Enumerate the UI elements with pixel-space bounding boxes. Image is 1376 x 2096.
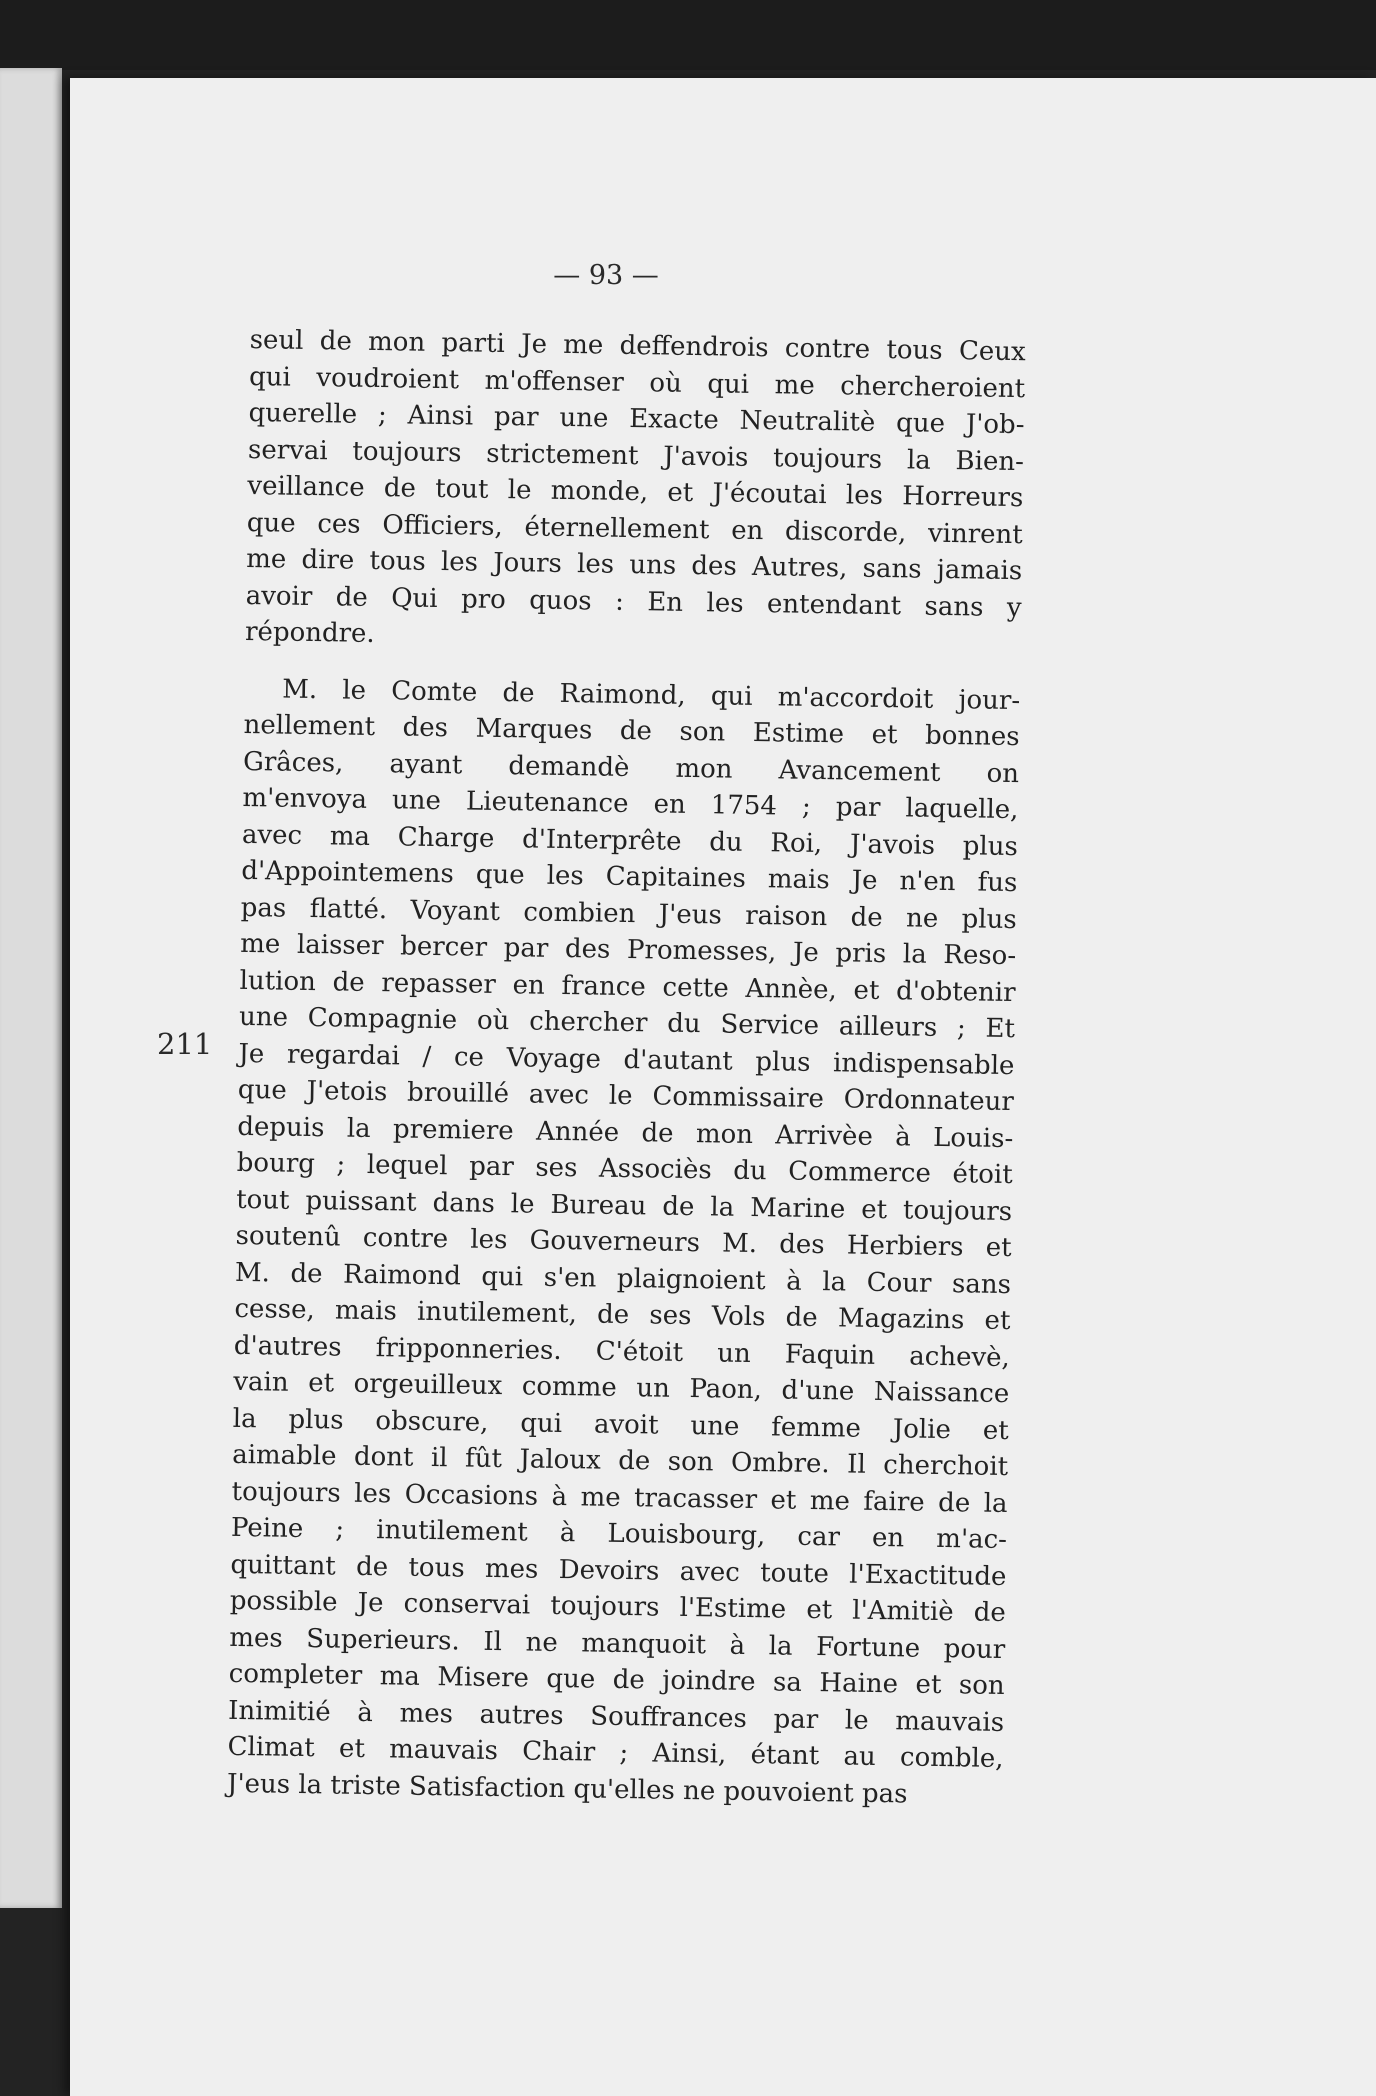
text-line: M. le Comte de Raimond, qui m'accordoit jour- — [282, 674, 1021, 716]
text-line: d'Appointemens que les Capitaines mais Je n'en fus — [241, 855, 1018, 899]
text-line: J'eus la triste Satisfaction qu'elles ne pouvoient pas — [226, 1768, 908, 1810]
text-line: querelle ; Ainsi par une Exacte Neutralitè que J'ob- — [248, 397, 1025, 441]
text-line: que J'etois brouillé avec le Commissaire Ordonnateur — [237, 1074, 1015, 1118]
paragraph-2 — [227, 670, 1021, 1814]
text-line: une Compagnie où chercher du Service ailleurs ; Et — [238, 1001, 1016, 1045]
text-line: répondre. — [244, 616, 375, 649]
facing-page-edge — [0, 68, 62, 1908]
text-line: tout puissant dans le Bureau de la Marine et toujours — [235, 1184, 1013, 1227]
text-line: avoir de Qui pro quos : En les entendant sans y — [245, 580, 1022, 623]
text-line: completer ma Misere que de joindre sa Haine et son — [228, 1658, 1005, 1702]
text-line: Grâces, ayant demandè mon Avancement on — [242, 746, 1020, 789]
text-line: soutenû contre les Gouverneurs M. des Herbiers et — [235, 1220, 1012, 1264]
text-line: Peine ; inutilement à Louisbourg, car en m'ac- — [230, 1512, 1008, 1556]
body-text — [227, 322, 1026, 1814]
text-line: d'autres fripponneries. C'étoit un Faquin achevè, — [233, 1330, 1011, 1373]
text-line: lution de repasser en france cette Annèe, et d'obtenir — [239, 965, 1016, 1008]
text-line: que ces Officiers, éternellement en discorde, vinrent — [246, 507, 1023, 550]
text-line: mes Superieurs. Il ne manquoit à la Fortune pour — [229, 1622, 1006, 1665]
text-line: qui voudroient m'offenser où qui me chercheroient — [248, 361, 1026, 404]
text-line: la plus obscure, qui avoit une femme Jolie et — [232, 1403, 1009, 1446]
text-line: Climat et mauvais Chair ; Ainsi, étant au comble, — [227, 1731, 1004, 1775]
text-line: veillance de tout le monde, et J'écoutai les Horreurs — [247, 470, 1024, 514]
text-line: nellement des Marques de son Estime et bonnes — [243, 709, 1020, 753]
text-line: pas flatté. Voyant combien J'eus raison de ne plus — [240, 892, 1017, 935]
text-line: Je regardai / ce Voyage d'autant plus indispensable — [238, 1038, 1015, 1081]
page-number: — 93 — — [553, 260, 659, 291]
text-line: quittant de tous mes Devoirs avec toute l'Exactitude — [230, 1549, 1007, 1592]
text-line: M. de Raimond qui s'en plaignoient à la Cour sans — [234, 1257, 1012, 1300]
text-line: m'envoya une Lieutenance en 1754 ; par laquelle, — [242, 782, 1019, 826]
margin-reference-number: 211 — [157, 1027, 213, 1061]
text-line: me dire tous les Jours les uns des Autres, sans jamais — [246, 543, 1023, 587]
text-line: avec ma Charge d'Interprête du Roi, J'avois plus — [241, 819, 1019, 862]
text-line: vain et orgeuilleux comme un Paon, d'une Naissance — [233, 1366, 1010, 1410]
text-line: Inimitié à mes autres Souffrances par le mauvais — [227, 1695, 1005, 1738]
text-line: toujours les Occasions à me tracasser et me faire de la — [231, 1476, 1008, 1519]
text-line: seul de mon parti Je me deffendrois contre tous Ceux — [249, 324, 1026, 368]
text-line: aimable dont il fût Jaloux de son Ombre. Il cherchoit — [231, 1439, 1009, 1483]
text-line: me laisser bercer par des Promesses, Je pris la Reso- — [239, 928, 1017, 972]
text-line: bourg ; lequel par ses Associès du Commerce étoit — [236, 1147, 1013, 1191]
text-line: servai toujours strictement J'avois toujours la Bien- — [247, 434, 1025, 477]
film-border — [0, 0, 1376, 70]
text-line: depuis la premiere Année de mon Arrivèe à Louis- — [237, 1111, 1014, 1154]
paragraph-1 — [245, 322, 1026, 663]
text-line: cesse, mais inutilement, de ses Vols de Magazins et — [234, 1293, 1011, 1337]
text-line: possible Je conservai toujours l'Estime et l'Amitiè de — [229, 1585, 1007, 1629]
